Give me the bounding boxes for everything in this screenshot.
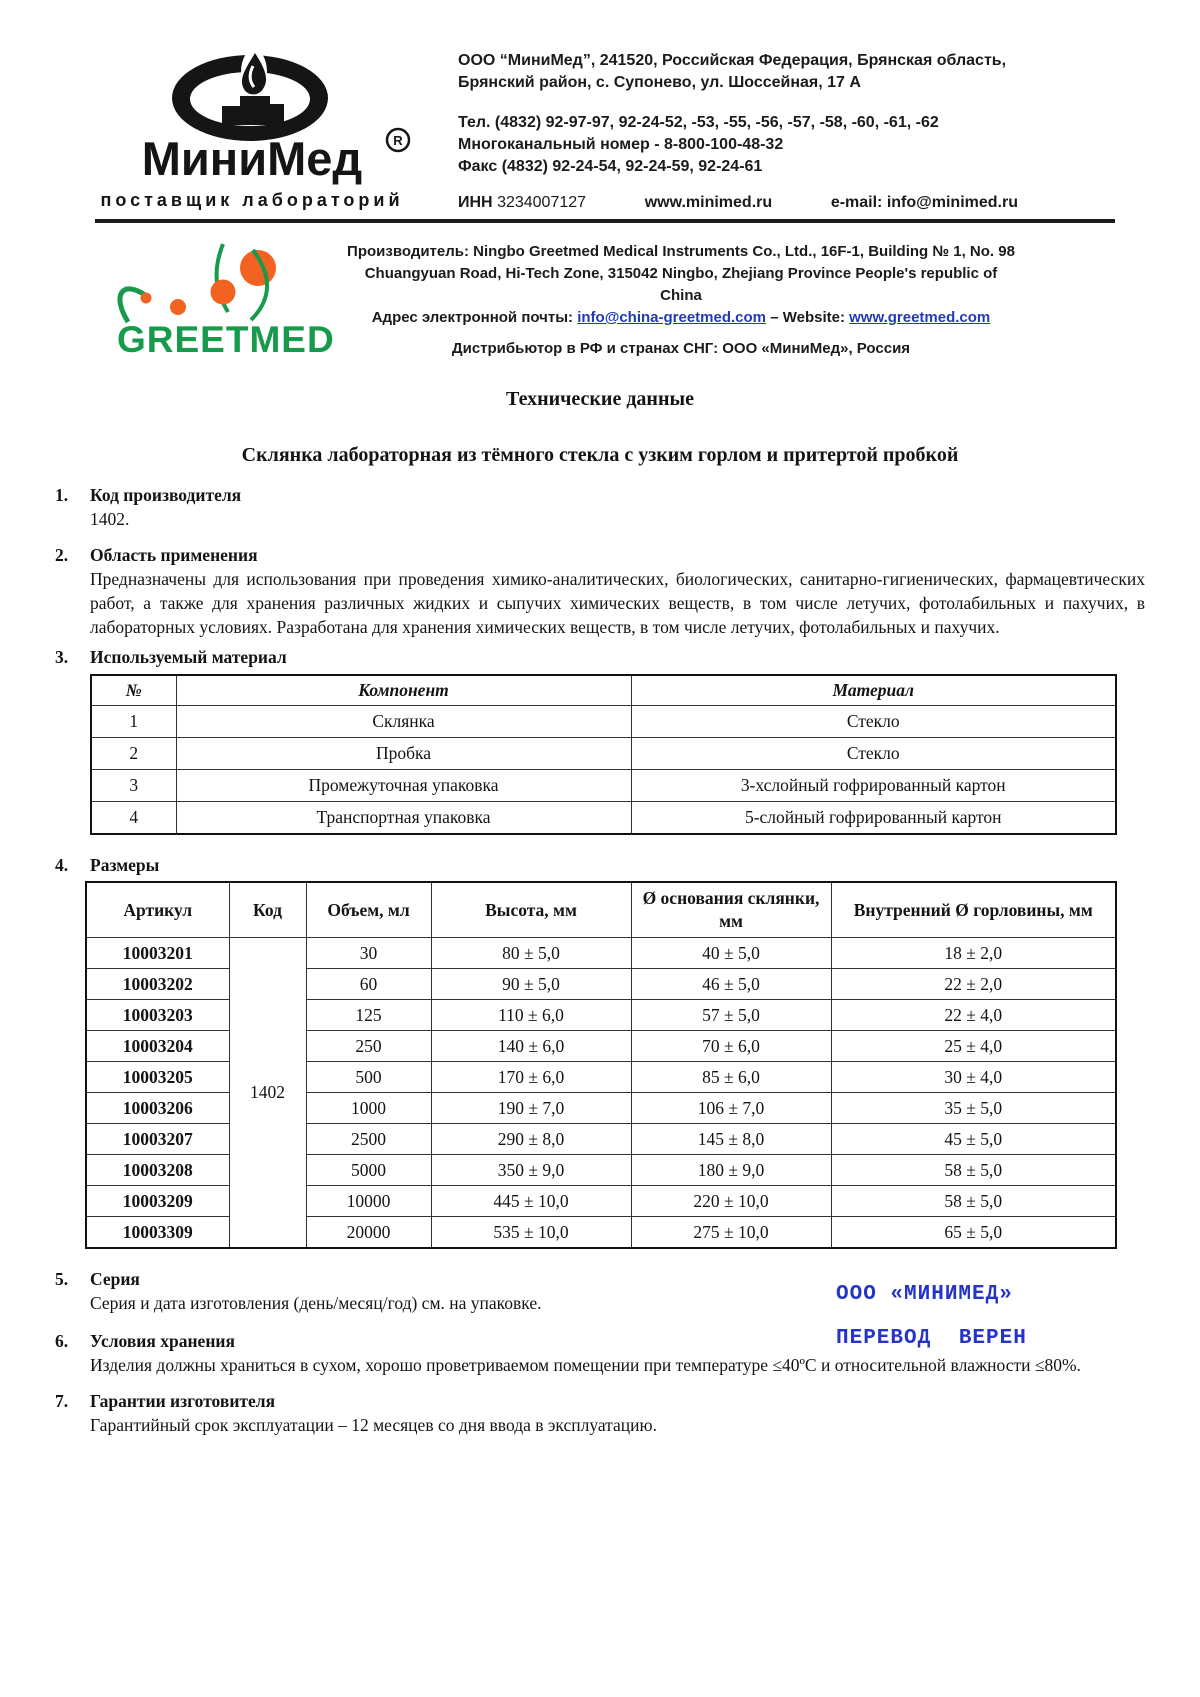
address-line-1: ООО “МиниМед”, 241520, Российская Федерация, Брянская область, — [458, 52, 1007, 69]
cell-base-diameter: 46 ± 5,0 — [631, 969, 831, 1000]
manufacturer-line-1: Производитель: Ningbo Greetmed Medical Instruments Co., Ltd., 16F-1, Building № 1, No. 98 — [347, 243, 1015, 260]
cell-no: 2 — [91, 738, 176, 770]
cell-neck-diameter: 22 ± 4,0 — [831, 1000, 1116, 1031]
cell-height: 90 ± 5,0 — [431, 969, 631, 1000]
registered-mark-letter: R — [393, 133, 403, 148]
page-title: Технические данные — [506, 388, 694, 410]
cell-article: 10003201 — [86, 938, 229, 969]
greetmed-dot-3 — [211, 280, 236, 305]
cell-component: Пробка — [176, 738, 631, 770]
cell-volume: 500 — [306, 1062, 431, 1093]
website-label: – Website: — [766, 309, 850, 326]
col-header-component: Компонент — [176, 675, 631, 706]
cell-neck-diameter: 25 ± 4,0 — [831, 1031, 1116, 1062]
cell-article: 10003208 — [86, 1155, 229, 1186]
cell-volume: 250 — [306, 1031, 431, 1062]
section-2-body: Предназначены для использования при проведения химико-аналитических, биологических, санитарно-гигиенических, фармацевтических работ, а также для хранения различных жидких и сыпучих химических веществ, в том числе летучих, фотолабильных и пахучих, в лабораторных условиях. Разработана для хранения химических веществ, в том числе летучих, фотолабильных и пахучих. — [90, 569, 1145, 637]
col-header-code: Код — [229, 882, 306, 938]
cell-neck-diameter: 22 ± 2,0 — [831, 969, 1116, 1000]
cell-material: 3-хслойный гофрированный картон — [631, 770, 1116, 802]
section-3-heading — [55, 645, 1145, 669]
section-7-body: Гарантийный срок эксплуатации – 12 месяцев со дня ввода в эксплуатацию. — [90, 1415, 657, 1435]
section-heading: Используемый материал — [90, 647, 287, 667]
cell-height: 170 ± 6,0 — [431, 1062, 631, 1093]
inn-label: ИНН — [458, 194, 493, 211]
translation-stamp — [836, 1283, 1116, 1350]
cell-material: 5-слойный гофрированный картон — [631, 802, 1116, 835]
cell-height: 535 ± 10,0 — [431, 1217, 631, 1249]
cell-component: Промежуточная упаковка — [176, 770, 631, 802]
inn-row — [458, 192, 1018, 214]
minimed-logo-icon — [90, 46, 430, 218]
inn-value: 3234007127 — [497, 194, 587, 211]
cell-no: 3 — [91, 770, 176, 802]
cell-neck-diameter: 18 ± 2,0 — [831, 938, 1116, 969]
cell-base-diameter: 180 ± 9,0 — [631, 1155, 831, 1186]
manufacturer-line-2: Chuangyuan Road, Hi-Tech Zone, 315042 Ningbo, Zhejiang Province People's republic of China — [364, 265, 998, 304]
materials-header-row — [91, 675, 1116, 706]
stamp-line-1: ООО «МИНИМЕД» — [836, 1283, 1013, 1306]
cell-base-diameter: 70 ± 6,0 — [631, 1031, 831, 1062]
section-2-heading — [55, 543, 1145, 567]
cell-base-diameter: 85 ± 6,0 — [631, 1062, 831, 1093]
document-body — [55, 375, 1145, 1437]
cell-base-diameter: 57 ± 5,0 — [631, 1000, 831, 1031]
sizes-table — [85, 881, 1117, 1249]
cell-material: Стекло — [631, 738, 1116, 770]
col-header-base-diameter: Ø основания склянки, мм — [631, 882, 831, 938]
logo-tagline: поставщик лабораторий — [100, 190, 404, 210]
section-number: 6. — [55, 1331, 69, 1351]
table-row — [91, 706, 1116, 738]
section-5-body: Серия и дата изготовления (день/месяц/год) см. на упаковке. — [90, 1293, 542, 1313]
materials-table — [90, 674, 1117, 835]
section-number: 2. — [55, 545, 69, 565]
phone-line: Тел. (4832) 92-97-97, 92-24-52, -53, -55, -56, -57, -58, -60, -61, -62 — [458, 114, 939, 131]
brand-text: МиниМед — [141, 132, 363, 185]
cell-neck-diameter: 35 ± 5,0 — [831, 1093, 1116, 1124]
cell-volume: 20000 — [306, 1217, 431, 1249]
cell-article: 10003202 — [86, 969, 229, 1000]
section-heading: Серия — [90, 1269, 140, 1289]
section-heading: Гарантии изготовителя — [90, 1391, 276, 1411]
cell-code: 1402 — [229, 938, 306, 1249]
cell-height: 190 ± 7,0 — [431, 1093, 631, 1124]
cell-volume: 60 — [306, 969, 431, 1000]
company-contact-block — [458, 50, 1018, 214]
cell-height: 80 ± 5,0 — [431, 938, 631, 969]
manufacturer-email-link[interactable]: info@china-greetmed.com — [577, 309, 767, 326]
cell-height: 445 ± 10,0 — [431, 1186, 631, 1217]
col-header-volume: Объем, мл — [306, 882, 431, 938]
cell-volume: 2500 — [306, 1124, 431, 1155]
section-number: 7. — [55, 1391, 69, 1411]
table-row — [91, 738, 1116, 770]
cell-base-diameter: 275 ± 10,0 — [631, 1217, 831, 1249]
section-4-heading — [55, 853, 1145, 877]
cell-article: 10003205 — [86, 1062, 229, 1093]
manufacturer-block — [345, 241, 1017, 360]
cell-article: 10003203 — [86, 1000, 229, 1031]
cell-height: 290 ± 8,0 — [431, 1124, 631, 1155]
stamp-line-2: ПЕРЕВОД ВЕРЕН — [836, 1327, 1027, 1350]
section-number: 5. — [55, 1269, 69, 1289]
section-1-body: 1402. — [90, 509, 130, 529]
cell-volume: 5000 — [306, 1155, 431, 1186]
col-header-article: Артикул — [86, 882, 229, 938]
distributor-line: Дистрибьютор в РФ и странах СНГ: ООО «МиниМед», Россия — [451, 340, 911, 357]
cell-volume: 1000 — [306, 1093, 431, 1124]
section-number: 3. — [55, 647, 69, 667]
website-text: www.minimed.ru — [644, 194, 773, 211]
multichannel-line: Многоканальный номер - 8-800-100-48-32 — [458, 136, 784, 153]
section-heading: Код производителя — [90, 485, 242, 505]
sizes-header-row — [86, 882, 1116, 938]
cell-volume: 30 — [306, 938, 431, 969]
table-row — [91, 802, 1116, 835]
section-heading: Условия хранения — [90, 1331, 235, 1351]
cell-article: 10003204 — [86, 1031, 229, 1062]
cell-component: Склянка — [176, 706, 631, 738]
section-1-heading — [55, 483, 1145, 507]
col-header-neck-diameter: Внутренний Ø горловины, мм — [831, 882, 1116, 938]
cell-height: 350 ± 9,0 — [431, 1155, 631, 1186]
cell-no: 1 — [91, 706, 176, 738]
cell-base-diameter: 40 ± 5,0 — [631, 938, 831, 969]
cell-volume: 10000 — [306, 1186, 431, 1217]
address-line-2: Брянский район, с. Супонево, ул. Шоссейная, 17 А — [458, 74, 861, 91]
greetmed-dot-1 — [141, 293, 152, 304]
section-heading: Область применения — [90, 545, 258, 565]
header-divider — [95, 219, 1115, 223]
cell-article: 10003209 — [86, 1186, 229, 1217]
cell-neck-diameter: 58 ± 5,0 — [831, 1155, 1116, 1186]
inn — [458, 192, 586, 214]
section-7-heading — [55, 1389, 1145, 1413]
cell-article: 10003309 — [86, 1217, 229, 1249]
cell-no: 4 — [91, 802, 176, 835]
cell-component: Транспортная упаковка — [176, 802, 631, 835]
cell-article: 10003206 — [86, 1093, 229, 1124]
greetmed-swoosh-left — [120, 289, 145, 322]
page-subtitle: Склянка лабораторная из тёмного стекла с узким горлом и притертой пробкой — [241, 444, 959, 466]
greetmed-logo-text: GREETMED — [117, 319, 335, 358]
section-heading: Размеры — [90, 855, 160, 875]
table-row — [91, 770, 1116, 802]
section-6-body: Изделия должны храниться в сухом, хорошо проветриваемом помещении при температуре ≤40ºС и относительной влажности ≤80%. — [90, 1355, 1081, 1375]
cell-base-diameter: 220 ± 10,0 — [631, 1186, 831, 1217]
greetmed-dot-2 — [170, 299, 186, 315]
section-number: 4. — [55, 855, 69, 875]
cell-height: 140 ± 6,0 — [431, 1031, 631, 1062]
cell-volume: 125 — [306, 1000, 431, 1031]
manufacturer-website-link[interactable]: www.greetmed.com — [849, 309, 991, 326]
section-number: 1. — [55, 485, 69, 505]
cell-neck-diameter: 58 ± 5,0 — [831, 1186, 1116, 1217]
col-header-no: № — [91, 675, 176, 706]
email-label: Адрес электронной почты: — [371, 309, 578, 326]
table-row — [86, 938, 1116, 969]
cell-base-diameter: 145 ± 8,0 — [631, 1124, 831, 1155]
cell-neck-diameter: 45 ± 5,0 — [831, 1124, 1116, 1155]
greetmed-logo-icon — [95, 232, 340, 358]
email-text: e-mail: info@minimed.ru — [830, 194, 1018, 211]
cell-neck-diameter: 65 ± 5,0 — [831, 1217, 1116, 1249]
fax-line: Факс (4832) 92-24-54, 92-24-59, 92-24-61 — [458, 158, 763, 175]
cell-neck-diameter: 30 ± 4,0 — [831, 1062, 1116, 1093]
cell-base-diameter: 106 ± 7,0 — [631, 1093, 831, 1124]
cell-height: 110 ± 6,0 — [431, 1000, 631, 1031]
cell-article: 10003207 — [86, 1124, 229, 1155]
cell-material: Стекло — [631, 706, 1116, 738]
manufacturer-email-line — [345, 307, 1017, 329]
col-header-material: Материал — [631, 675, 1116, 706]
col-header-height: Высота, мм — [431, 882, 631, 938]
